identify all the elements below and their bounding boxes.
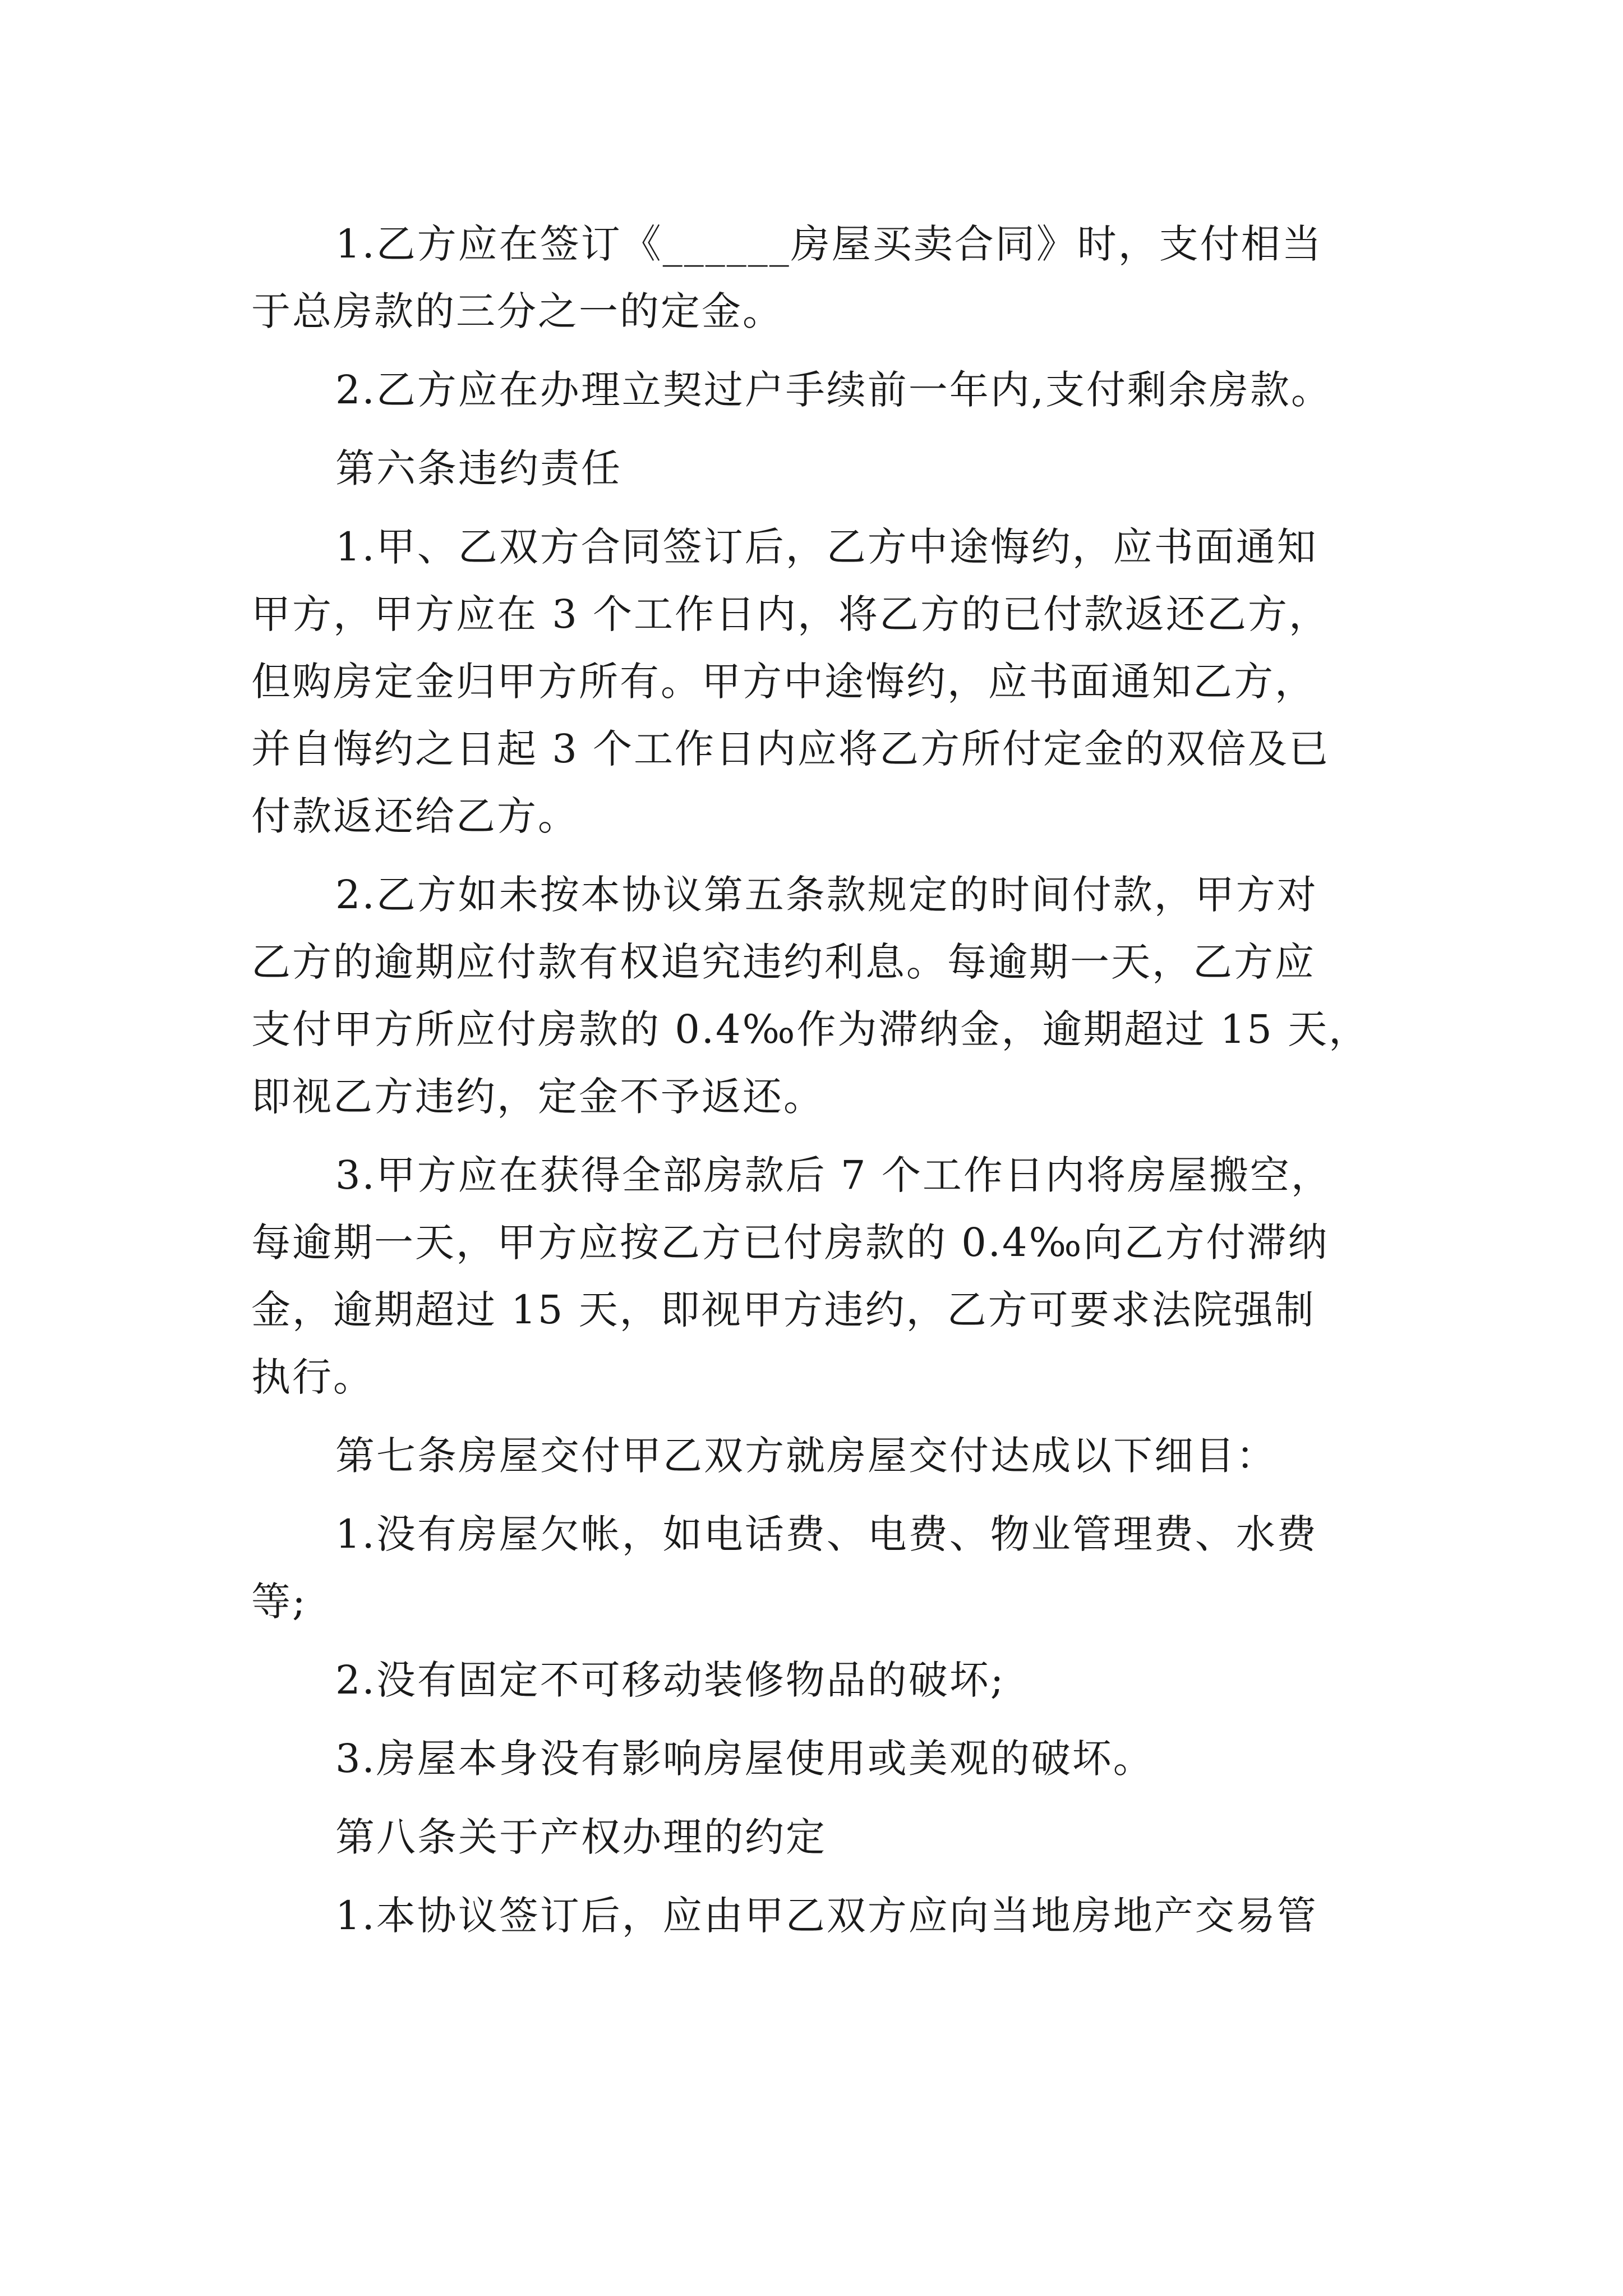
text-line: 甲方，甲方应在 3 个工作日内，将乙方的已付款返还乙方， [251,591,1330,637]
text-line: 支付甲方所应付房款的 0.4‰作为滞纳金，逾期超过 15 天， [251,1006,1370,1052]
text-line: 等; [251,1579,307,1625]
section-heading: 第八条关于产权办理的约定 [335,1814,827,1860]
text-line: 但购房定金归甲方所有。甲方中途悔约，应书面通知乙方， [251,659,1316,705]
text-line: 并自悔约之日起 3 个工作日内应将乙方所付定金的双倍及已 [251,726,1330,772]
text-line: 3.房屋本身没有影响房屋使用或美观的破坏。 [335,1736,1154,1782]
text-line: 每逾期一天，甲方应按乙方已付房款的 0.4‰向乙方付滞纳 [251,1220,1329,1266]
text-line: 1.没有房屋欠帐，如电话费、电费、物业管理费、水费 [335,1511,1318,1557]
text-line: 1.乙方应在签订《______房屋买卖合同》时，支付相当 [335,221,1323,267]
text-line: 2.没有固定不可移动装修物品的破坏; [335,1657,1006,1703]
text-line: 2.乙方应在办理立契过户手续前一年内,支付剩余房款。 [335,367,1332,413]
text-line: 付款返还给乙方。 [251,793,579,839]
text-line: 2.乙方如未按本协议第五条款规定的时间付款，甲方对 [335,872,1318,918]
text-line: 于总房款的三分之一的定金。 [251,288,783,334]
section-heading: 第七条房屋交付甲乙双方就房屋交付达成以下细目： [335,1433,1277,1479]
section-heading: 第六条违约责任 [335,445,622,491]
text-line: 即视乙方违约，定金不予返还。 [251,1074,824,1120]
text-line: 1.甲、乙双方合同签订后，乙方中途悔约，应书面通知 [335,524,1318,570]
text-line: 乙方的逾期应付款有权追究违约利息。每逾期一天，乙方应 [251,939,1316,985]
text-line: 执行。 [251,1354,374,1400]
text-line: 3.甲方应在获得全部房款后 7 个工作日内将房屋搬空， [335,1152,1332,1198]
text-line: 1.本协议签订后，应由甲乙双方应向当地房地产交易管 [335,1893,1318,1939]
text-line: 金，逾期超过 15 天，即视甲方违约，乙方可要求法院强制 [251,1287,1316,1333]
